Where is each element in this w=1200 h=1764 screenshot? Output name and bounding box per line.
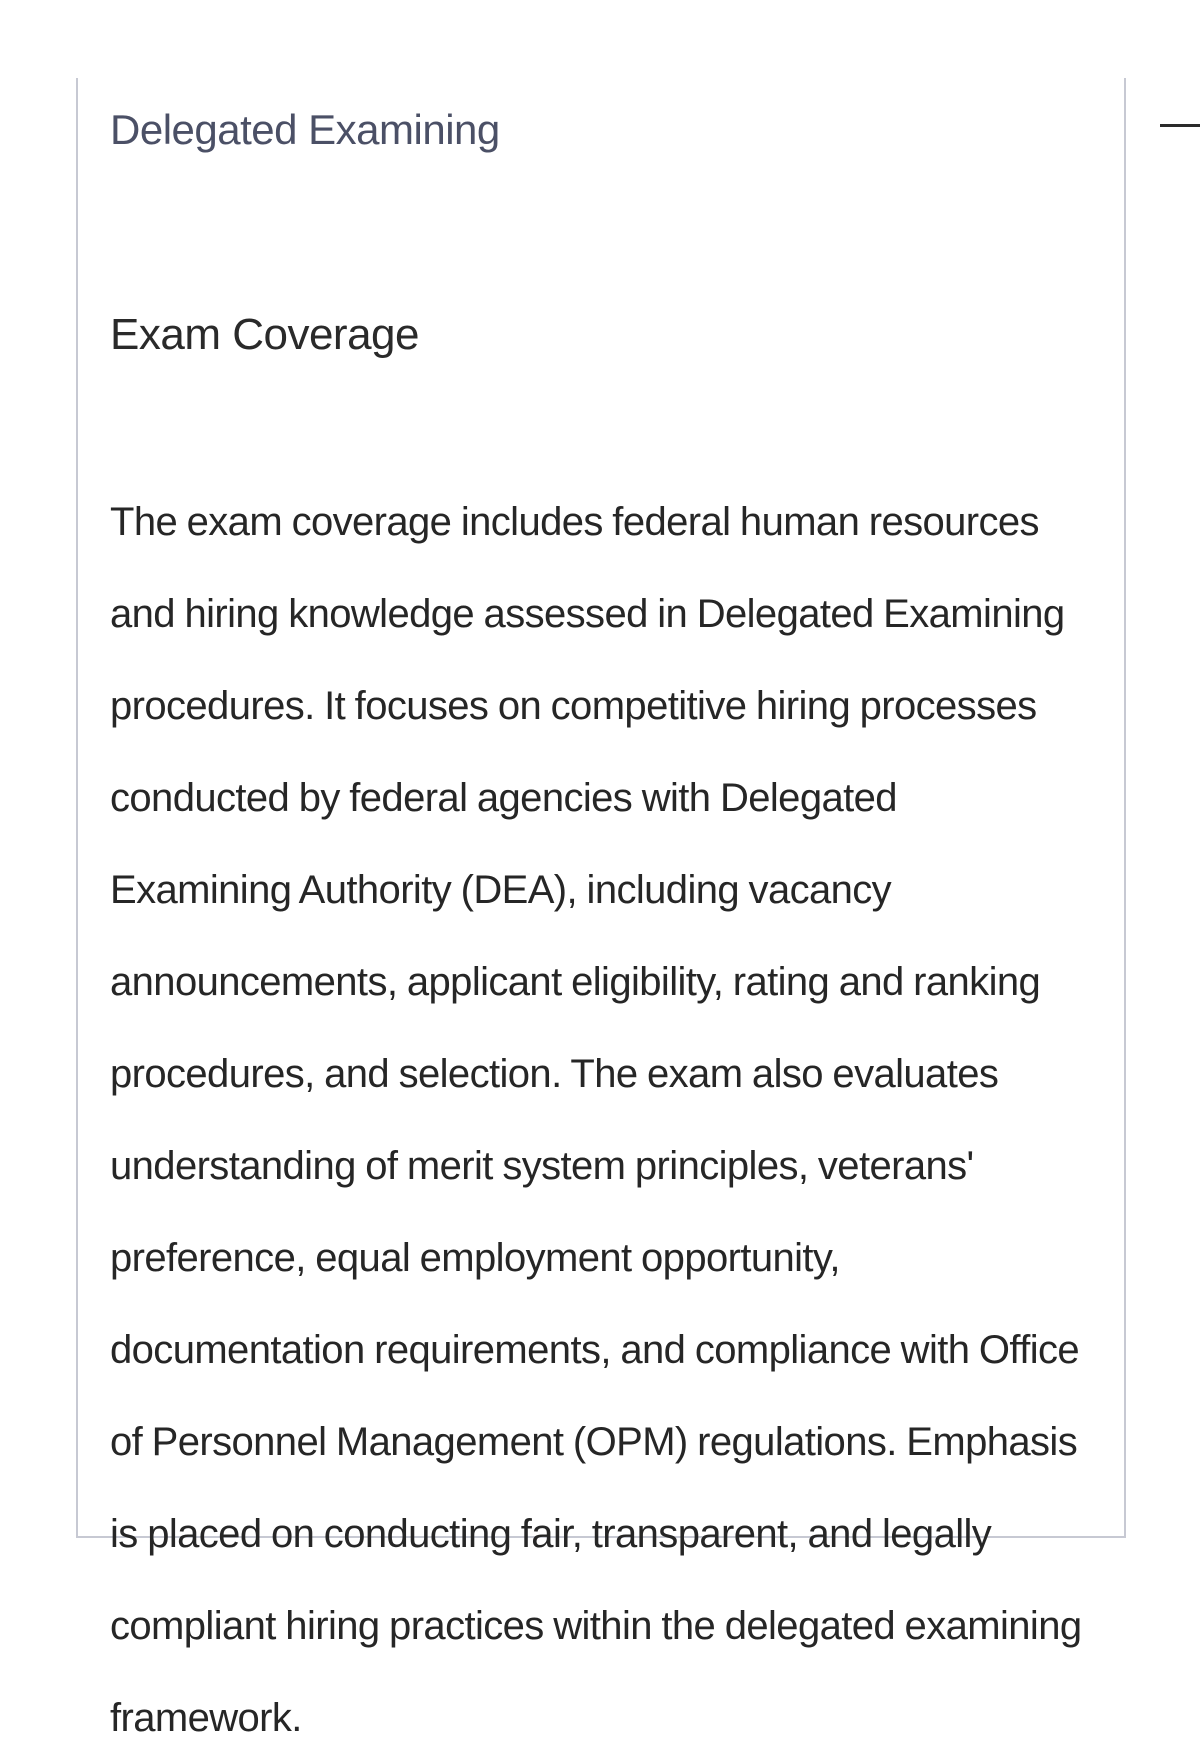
breadcrumb[interactable]: Delegated Examining: [110, 106, 500, 153]
content-card: [76, 78, 1126, 1740]
section-body: The exam coverage includes federal human resources and hiring knowledge assessed in Delegated Examining procedures. It focuses on competitive hiring processes conducted by federal agencies with Delegated Examining Authority (DEA), including vacancy announcements, applicant eligibility, rating and ranking procedures, and selection. The exam also evaluates understanding of merit system principles, veterans' preference, equal employment opportunity, documentation requirements, and compliance with Office of Personnel Management (OPM) regulations. Emphasis is placed on conducting fair, transparent, and legally compliant hiring practices within the delegated examining framework.: [110, 500, 1082, 1740]
divider: [1160, 124, 1200, 127]
section-title: Exam Coverage: [110, 310, 419, 359]
